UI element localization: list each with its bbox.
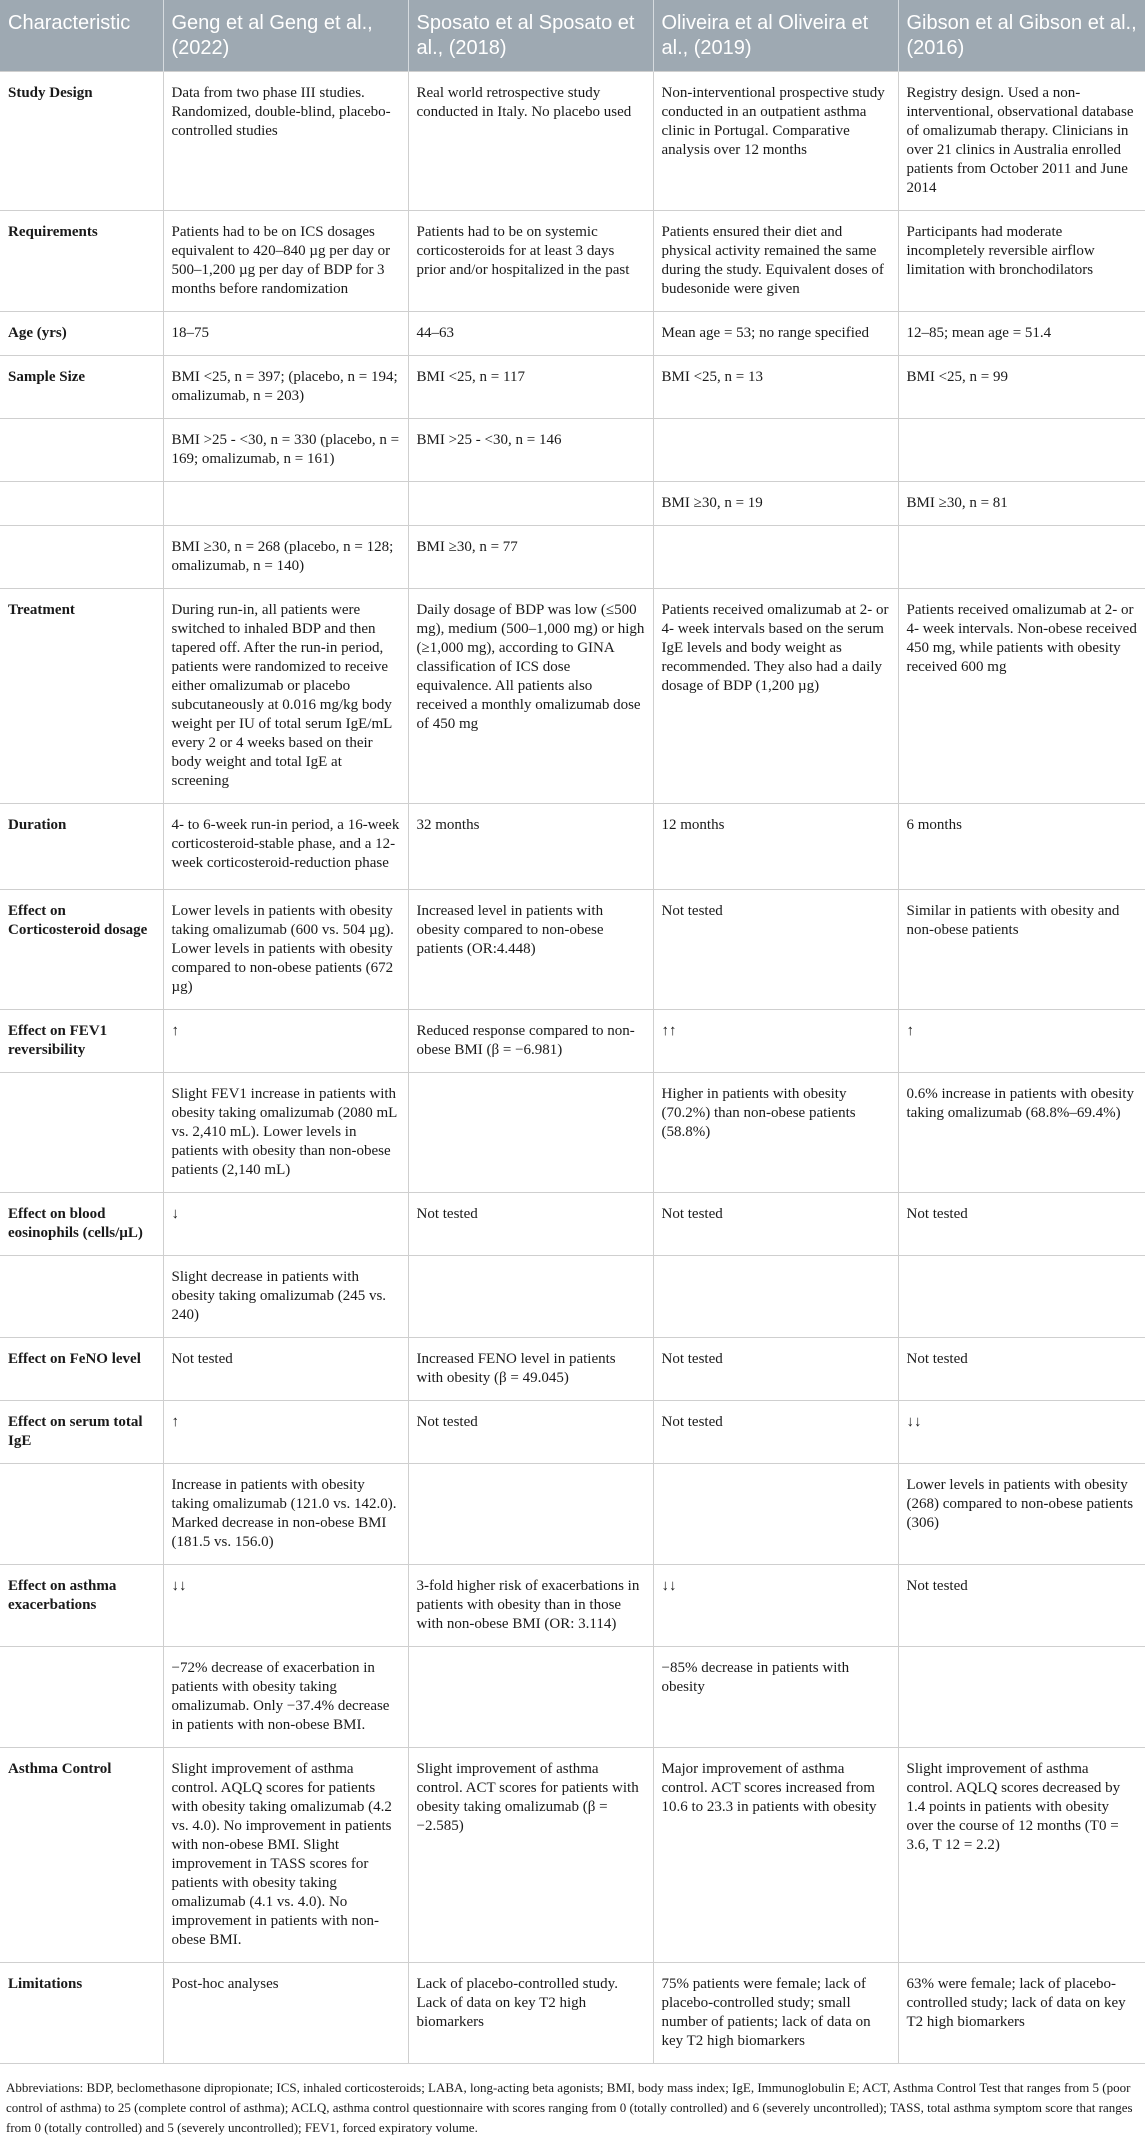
- table-cell: Post-hoc analyses: [163, 1963, 408, 2064]
- table-row: [0, 312, 1145, 356]
- table-row: [0, 1464, 1145, 1565]
- table-cell: Not tested: [653, 1401, 898, 1464]
- row-label: [0, 1647, 163, 1748]
- table-cell: Not tested: [898, 1565, 1145, 1647]
- table-cell: ↓: [163, 1193, 408, 1256]
- table-cell: [898, 419, 1145, 482]
- table-cell: Patients received omalizumab at 2- or 4- week intervals. Non-obese received 450 mg, while patients with obesity received 600 mg: [898, 589, 1145, 804]
- table-row: [0, 1401, 1145, 1464]
- table-cell: BMI >25 - <30, n = 146: [408, 419, 653, 482]
- table-row: [0, 1963, 1145, 2064]
- table-cell: [408, 1073, 653, 1193]
- table-cell: During run-in, all patients were switched to inhaled BDP and then tapered off. After the run-in period, patients were randomized to receive either omalizumab or placebo subcutaneously at 0.016 mg/kg body weight per IU of total serum IgE/mL every 2 or 4 weeks based on their body weight and total IgE at screening: [163, 589, 408, 804]
- table-cell: Patients had to be on ICS dosages equivalent to 420–840 µg per day or 500–1,200 µg per day of BDP for 3 months before randomization: [163, 211, 408, 312]
- row-label: [0, 1464, 163, 1565]
- header-sposato: Sposato et al Sposato et al., (2018): [408, 0, 653, 72]
- table-cell: Not tested: [163, 1338, 408, 1401]
- table-cell: Participants had moderate incompletely reversible airflow limitation with bronchodilators: [898, 211, 1145, 312]
- table-row: [0, 1010, 1145, 1073]
- table-cell: −85% decrease in patients with obesity: [653, 1647, 898, 1748]
- table-row: [0, 1748, 1145, 1963]
- table-row: [0, 1193, 1145, 1256]
- table-cell: [898, 1256, 1145, 1338]
- table-cell: 75% patients were female; lack of placebo-controlled study; small number of patients; lack of data on key T2 high biomarkers: [653, 1963, 898, 2064]
- table-cell: Daily dosage of BDP was low (≤500 mg), medium (500–1,000 mg) or high (≥1,000 mg), according to GINA classification of ICS dose equivalence. All patients also received a monthly omalizumab dose of 450 mg: [408, 589, 653, 804]
- table-cell: ↓↓: [898, 1401, 1145, 1464]
- table-cell: Slight improvement of asthma control. ACT scores for patients with obesity taking omalizumab (β = −2.585): [408, 1748, 653, 1963]
- table-cell: 12–85; mean age = 51.4: [898, 312, 1145, 356]
- table-cell: [653, 1464, 898, 1565]
- table-row: [0, 890, 1145, 1010]
- table-cell: 12 months: [653, 804, 898, 890]
- row-label: Requirements: [0, 211, 163, 312]
- table-cell: Slight improvement of asthma control. AQLQ scores for patients with obesity taking omalizumab (4.2 vs. 4.0). No improvement in patients with non-obese BMI. Slight improvement in TASS scores for patients with obesity taking omalizumab (4.1 vs. 4.0). No improvement in patients with non-obese BMI.: [163, 1748, 408, 1963]
- row-label: Sample Size: [0, 356, 163, 419]
- row-label: Treatment: [0, 589, 163, 804]
- table-cell: Increased FENO level in patients with obesity (β = 49.045): [408, 1338, 653, 1401]
- row-label: Effect on FEV1 reversibility: [0, 1010, 163, 1073]
- row-label: Effect on FeNO level: [0, 1338, 163, 1401]
- table-cell: BMI ≥30, n = 77: [408, 526, 653, 589]
- table-cell: Major improvement of asthma control. ACT scores increased from 10.6 to 23.3 in patients with obesity: [653, 1748, 898, 1963]
- row-label: Effect on asthma exacerbations: [0, 1565, 163, 1647]
- table-cell: Not tested: [653, 1193, 898, 1256]
- table-cell: Not tested: [653, 1338, 898, 1401]
- row-label: Effect on blood eosinophils (cells/µL): [0, 1193, 163, 1256]
- table-row: [0, 1647, 1145, 1748]
- table-cell: Not tested: [898, 1193, 1145, 1256]
- table-cell: Data from two phase III studies. Randomized, double-blind, placebo-controlled studies: [163, 72, 408, 211]
- header-characteristic: Characteristic: [0, 0, 163, 72]
- table-cell: 18–75: [163, 312, 408, 356]
- table-cell: BMI <25, n = 13: [653, 356, 898, 419]
- table-cell: Slight FEV1 increase in patients with obesity taking omalizumab (2080 mL vs. 2,410 mL). Lower levels in patients with obesity than non-obese patients (2,140 mL): [163, 1073, 408, 1193]
- table-cell: Similar in patients with obesity and non-obese patients: [898, 890, 1145, 1010]
- table-cell: BMI <25, n = 117: [408, 356, 653, 419]
- table-cell: Non-interventional prospective study conducted in an outpatient asthma clinic in Portugal. Comparative analysis over 12 months: [653, 72, 898, 211]
- table-row: [0, 419, 1145, 482]
- table-cell: ↑: [163, 1010, 408, 1073]
- row-label: Study Design: [0, 72, 163, 211]
- table-row: [0, 482, 1145, 526]
- table-row: [0, 1073, 1145, 1193]
- table-row: [0, 1565, 1145, 1647]
- table-cell: ↑: [163, 1401, 408, 1464]
- table-cell: 44–63: [408, 312, 653, 356]
- table-body: [0, 72, 1145, 2064]
- table-cell: BMI ≥30, n = 19: [653, 482, 898, 526]
- table-cell: [163, 482, 408, 526]
- table-cell: BMI ≥30, n = 268 (placebo, n = 128; omalizumab, n = 140): [163, 526, 408, 589]
- table-cell: [408, 1464, 653, 1565]
- row-label: [0, 1073, 163, 1193]
- table-cell: ↓↓: [653, 1565, 898, 1647]
- table-cell: ↑↑: [653, 1010, 898, 1073]
- table-cell: Not tested: [653, 890, 898, 1010]
- row-label: Asthma Control: [0, 1748, 163, 1963]
- row-label: Limitations: [0, 1963, 163, 2064]
- table-cell: Higher in patients with obesity (70.2%) than non-obese patients (58.8%): [653, 1073, 898, 1193]
- table-cell: 63% were female; lack of placebo-controlled study; lack of data on key T2 high biomarkers: [898, 1963, 1145, 2064]
- table-cell: Slight decrease in patients with obesity taking omalizumab (245 vs. 240): [163, 1256, 408, 1338]
- table-cell: [408, 1647, 653, 1748]
- table-cell: [898, 1647, 1145, 1748]
- table-cell: [653, 419, 898, 482]
- table-cell: Not tested: [898, 1338, 1145, 1401]
- table-row: [0, 804, 1145, 890]
- table-cell: 32 months: [408, 804, 653, 890]
- table-cell: BMI ≥30, n = 81: [898, 482, 1145, 526]
- row-label: [0, 419, 163, 482]
- table-cell: Not tested: [408, 1401, 653, 1464]
- table-cell: Reduced response compared to non-obese BMI (β = −6.981): [408, 1010, 653, 1073]
- table-cell: ↑: [898, 1010, 1145, 1073]
- table-cell: BMI <25, n = 99: [898, 356, 1145, 419]
- row-label: [0, 1256, 163, 1338]
- table-cell: Patients had to be on systemic corticosteroids for at least 3 days prior and/or hospitalized in the past: [408, 211, 653, 312]
- table-cell: 6 months: [898, 804, 1145, 890]
- table-cell: Mean age = 53; no range specified: [653, 312, 898, 356]
- header-row: [0, 0, 1145, 72]
- table-cell: Registry design. Used a non-interventional, observational database of omalizumab therapy. Clinicians in over 21 clinics in Australia enrolled patients from October 2011 and June 2014: [898, 72, 1145, 211]
- table-cell: BMI <25, n = 397; (placebo, n = 194; omalizumab, n = 203): [163, 356, 408, 419]
- row-label: Effect on serum total IgE: [0, 1401, 163, 1464]
- table-cell: Increase in patients with obesity taking omalizumab (121.0 vs. 142.0). Marked decrease in non-obese BMI (181.5 vs. 156.0): [163, 1464, 408, 1565]
- table-cell: Slight improvement of asthma control. AQLQ scores decreased by 1.4 points in patients with obesity over the course of 12 months (T0 = 3.6, T 12 = 2.2): [898, 1748, 1145, 1963]
- table-cell: Patients ensured their diet and physical activity remained the same during the study. Equivalent doses of budesonide were given: [653, 211, 898, 312]
- table-cell: −72% decrease of exacerbation in patients with obesity taking omalizumab. Only −37.4% decrease in patients with non-obese BMI.: [163, 1647, 408, 1748]
- table-row: [0, 72, 1145, 211]
- table-cell: [653, 526, 898, 589]
- table-row: [0, 1256, 1145, 1338]
- table-cell: 3-fold higher risk of exacerbations in patients with obesity than in those with non-obese BMI (OR: 3.114): [408, 1565, 653, 1647]
- table-cell: Patients received omalizumab at 2- or 4- week intervals based on the serum IgE levels and body weight as recommended. They also had a daily dosage of BDP (1,200 µg): [653, 589, 898, 804]
- table-cell: Lower levels in patients with obesity (268) compared to non-obese patients (306): [898, 1464, 1145, 1565]
- table-cell: [653, 1256, 898, 1338]
- table-cell: [408, 1256, 653, 1338]
- row-label: Duration: [0, 804, 163, 890]
- table-cell: Increased level in patients with obesity compared to non-obese patients (OR:4.448): [408, 890, 653, 1010]
- table-cell: Lack of placebo-controlled study. Lack of data on key T2 high biomarkers: [408, 1963, 653, 2064]
- table-cell: Lower levels in patients with obesity taking omalizumab (600 vs. 504 µg). Lower levels in patients with obesity compared to non-obese patients (672 µg): [163, 890, 408, 1010]
- header-geng: Geng et al Geng et al., (2022): [163, 0, 408, 72]
- table-row: [0, 589, 1145, 804]
- table-cell: [408, 482, 653, 526]
- table-cell: 4- to 6-week run-in period, a 16-week corticosteroid-stable phase, and a 12-week corticosteroid-reduction phase: [163, 804, 408, 890]
- header-oliveira: Oliveira et al Oliveira et al., (2019): [653, 0, 898, 72]
- table-cell: BMI >25 - <30, n = 330 (placebo, n = 169; omalizumab, n = 161): [163, 419, 408, 482]
- table-row: [0, 526, 1145, 589]
- table-cell: [898, 526, 1145, 589]
- row-label: [0, 482, 163, 526]
- row-label: Age (yrs): [0, 312, 163, 356]
- table-row: [0, 1338, 1145, 1401]
- header-gibson: Gibson et al Gibson et al., (2016): [898, 0, 1145, 72]
- row-label: Effect on Corticosteroid dosage: [0, 890, 163, 1010]
- table-row: [0, 211, 1145, 312]
- row-label: [0, 526, 163, 589]
- abbreviations-footnote: Abbreviations: BDP, beclomethasone dipropionate; ICS, inhaled corticosteroids; LABA, long-acting beta agonists; BMI, body mass index; IgE, Immunoglobulin E; ACT, Asthma Control Test that ranges from 5 (poor control of asthma) to 25 (complete control of asthma); ACLQ, asthma control questionnaire with scores ranging from 0 (totally controlled) and 6 (severely uncontrolled); TASS, total asthma symptom score that ranges from 0 (totally controlled) and 5 (severely uncontrolled); FEV1, forced expiratory volume.: [6, 2080, 1133, 2135]
- table-cell: Real world retrospective study conducted in Italy. No placebo used: [408, 72, 653, 211]
- table-cell: ↓↓: [163, 1565, 408, 1647]
- table-row: [0, 356, 1145, 419]
- table-cell: 0.6% increase in patients with obesity taking omalizumab (68.8%–69.4%): [898, 1073, 1145, 1193]
- table-cell: Not tested: [408, 1193, 653, 1256]
